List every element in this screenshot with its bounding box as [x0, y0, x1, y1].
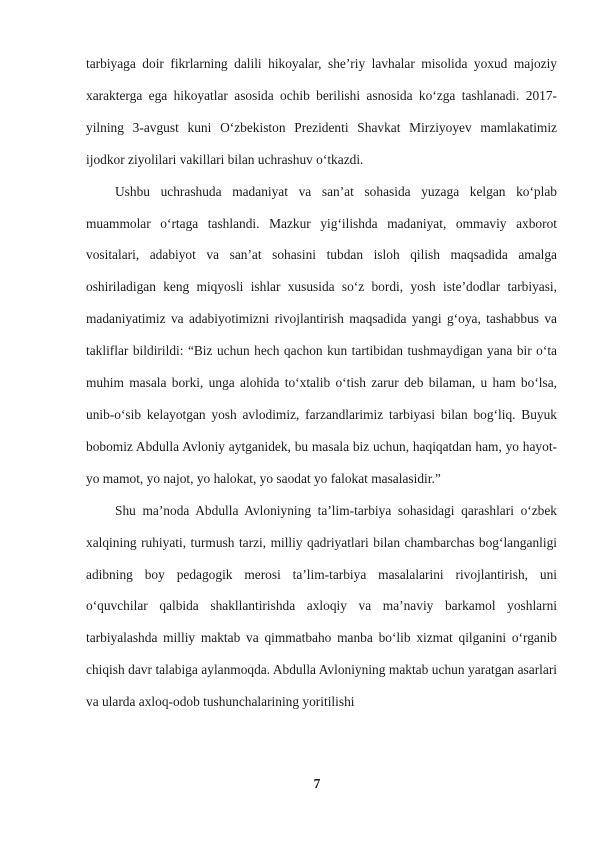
- paragraph-2: Ushbu uchrashuda madaniyat va san’at sohasida yuzaga kelgan ko‘plab muammolar o‘rtaga tashlandi. Mazkur yig‘ilishda madaniyat, ommaviy axborot vositalari, adabiyot va san’at sohasini tubdan isloh qilish maqsadida amalga oshiriladigan keng miqyosli ishlar xususida so‘z bordi, yosh iste’dodlar tarbiyasi, madaniyatimiz va adabiyotimizni rivojlantirish maqsadida yangi g‘oya, tashabbus va takliflar bildirildi: “Biz uchun hech qachon kun tartibidan tushmaydigan yana bir o‘ta muhim masala borki, unga alohida to‘xtalib o‘tish zarur deb bilaman, u ham bo‘lsa, unib-o‘sib kelayotgan yosh avlodimiz, farzandlarimiz tarbiyasi bilan bog‘liq. Buyuk bobomiz Abdulla Avloniy aytganidek, bu masala biz uchun, haqiqatdan ham, yo hayot-yo mamot, yo najot, yo halokat, yo saodat yo falokat masalasidir.”: [86, 183, 557, 486]
- paragraph-1: tarbiyaga doir fikrlarning dalili hikoyalar, she’riy lavhalar misolida yoxud majoziy xarakterga ega hikoyatlar asosida ochib berilishi asnosida ko‘zga tashlanadi. 2017-yilning 3-avgust kuni O‘zbekiston Prezidenti Shavkat Mirziyoyev mamlakatimiz ijodkor ziyolilari vakillari bilan uchrashuv o‘tkazdi.: [86, 56, 557, 167]
- document-body: [86, 48, 557, 718]
- paragraph-3: Shu ma’noda Abdulla Avloniyning ta’lim-tarbiya sohasidagi qarashlari o‘zbek xalqining ruhiyati, turmush tarzi, milliy qadriyatlari bilan chambarchas bog‘langanligi adibning boy pedagogik merosi ta’lim-tarbiya masalalarini rivojlantirish, uni o‘quvchilar qalbida shakllantirishda axloqiy va ma’naviy barkamol yoshlarni tarbiyalashda milliy maktab va qimmatbaho manba bo‘lib xizmat qilganini o‘rganib chiqish davr talabiga aylanmoqda. Abdulla Avloniyning maktab uchun yaratgan asarlari va ularda axloq-odob tushunchalarining yoritilishi: [86, 502, 557, 710]
- page-number: 7: [313, 776, 321, 791]
